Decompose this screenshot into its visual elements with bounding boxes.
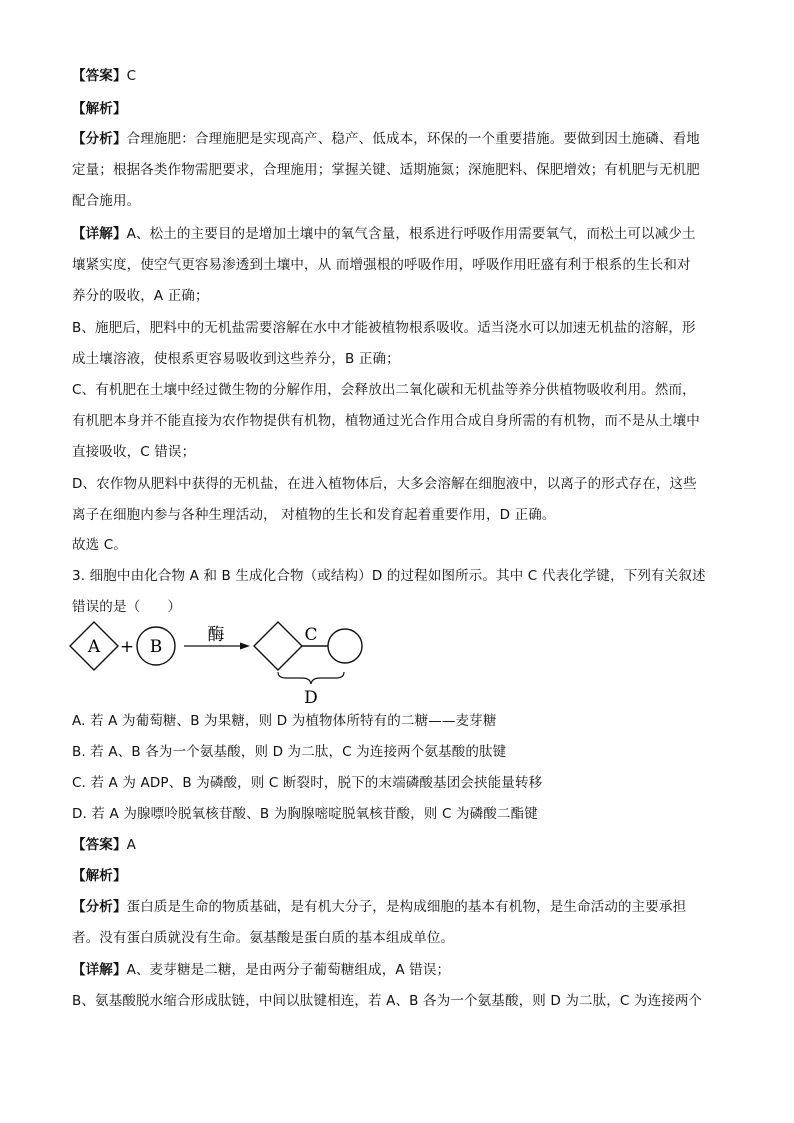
- compound-b-label: B: [149, 637, 163, 657]
- detail-text-line: 养分的吸收，A 正确；: [72, 288, 209, 304]
- reaction-diagram: [60, 618, 380, 710]
- analysis-label: 【分析】: [72, 131, 127, 147]
- detail-text-line: C、有机肥在土壤中经过微生物的分解作用，会释放出二氧化碳和无机盐等养分供植物吸收利用。然而，: [72, 382, 696, 398]
- detail-text-line: 直接吸收，C 错误；: [72, 444, 196, 460]
- answer-line-1: [72, 66, 722, 86]
- text-line: 蛋白质是生命的物质基础，是有机大分子，是构成细胞的基本有机物，是生命活动的主要承担: [126, 899, 687, 915]
- product-brace: [278, 672, 344, 684]
- answer-label: 【答案】: [72, 837, 127, 853]
- detail-label: 【详解】: [72, 226, 127, 242]
- product-label: D: [304, 688, 318, 708]
- detail-text-line: 有机肥本身并不能直接为农作物提供有机物，植物通过光合作用合成自身所需的有机物，而不是从土壤中: [72, 413, 700, 429]
- detail-text-line: 壤紧实度，使空气更容易渗透到土壤中，从 而增强根的呼吸作用，呼吸作用旺盛有利于根系的生长和对: [72, 257, 691, 273]
- analysis-heading-3: 【解析】: [72, 868, 127, 884]
- detail-text-line: B、施肥后，肥料中的无机盐需要溶解在水中才能被植物根系吸收。适当浇水可以加速无机盐的溶解，形: [72, 320, 696, 336]
- answer-value: A: [126, 837, 136, 853]
- option-b: B. 若 A、B 各为一个氨基酸，则 D 为二肽，C 为连接两个氨基酸的肽键: [72, 744, 507, 760]
- product-diamond: [254, 622, 302, 670]
- answer-value: C: [126, 68, 137, 84]
- option-a: A. 若 A 为葡萄糖、B 为果糖，则 D 为植物体所特有的二糖——麦芽糖: [72, 713, 497, 729]
- answer-label: 【答案】: [72, 68, 127, 84]
- arrow-head-icon: [240, 643, 250, 650]
- question-stem-line: 3. 细胞中由化合物 A 和 B 生成化合物（或结构）D 的过程如图所示。其中 C 代表化学键，下列有关叙述: [72, 568, 706, 584]
- detail-text-line: 离子在细胞内参与各种生理活动， 对植物的生长和发育起着重要作用，D 正确。: [72, 507, 556, 523]
- detail-text-line: 成土壤溶液，使根系更容易吸收到这些养分，B 正确；: [72, 351, 400, 367]
- text-line: 合理施肥：合理施肥是实现高产、稳产、低成本，环保的一个重要措施。要做到因土施磷、看地: [126, 131, 700, 147]
- question-stem-line: 错误的是（ ）: [72, 599, 182, 615]
- option-d: D. 若 A 为腺嘌呤脱氧核苷酸、B 为胸腺嘧啶脱氧核苷酸，则 C 为磷酸二酯键: [72, 806, 538, 822]
- analysis-label: 【分析】: [72, 899, 127, 915]
- text-line: A、麦芽糖是二糖，是由两分子葡萄糖组成，A 错误；: [126, 962, 451, 978]
- conclusion-line: 故选 C。: [72, 537, 127, 553]
- plus-sign: +: [119, 637, 135, 657]
- answer-line-3: [72, 835, 722, 855]
- analysis-text-line: 配合施用。: [72, 193, 141, 209]
- option-c: C. 若 A 为 ADP、B 为磷酸，则 C 断裂时，脱下的末端磷酸基团会挟能量转移: [72, 775, 543, 791]
- enzyme-label: 酶: [207, 625, 225, 645]
- text-line: A、松土的主要目的是增加土壤中的氧气含量，根系进行呼吸作用需要氧气，而松土可以减少土: [126, 226, 696, 242]
- product-circle: [328, 629, 362, 663]
- analysis-text-line: [72, 897, 722, 917]
- analysis-text-line: 者。没有蛋白质就没有生命。氨基酸是蛋白质的基本组成单位。: [72, 930, 455, 946]
- detail-text-line: B、氨基酸脱水缩合形成肽链，中间以肽键相连，若 A、B 各为一个氨基酸，则 D 为二肽，C 为连接两个: [72, 993, 703, 1009]
- detail-text-line: [72, 960, 722, 980]
- bond-label: C: [304, 625, 318, 645]
- detail-text-line: D、农作物从肥料中获得的无机盐，在进入植物体后，大多会溶解在细胞液中，以离子的形式存在，这些: [72, 476, 697, 492]
- analysis-text-line: 定量；根据各类作物需肥要求，合理施用；掌握关键、适期施氮；深施肥料、保肥增效；有机肥与无机肥: [72, 162, 700, 178]
- detail-label: 【详解】: [72, 962, 127, 978]
- detail-text-line: [72, 224, 722, 244]
- analysis-heading-1: 【解析】: [72, 101, 127, 117]
- compound-a-label: A: [87, 637, 101, 657]
- analysis-text-line: [72, 129, 722, 149]
